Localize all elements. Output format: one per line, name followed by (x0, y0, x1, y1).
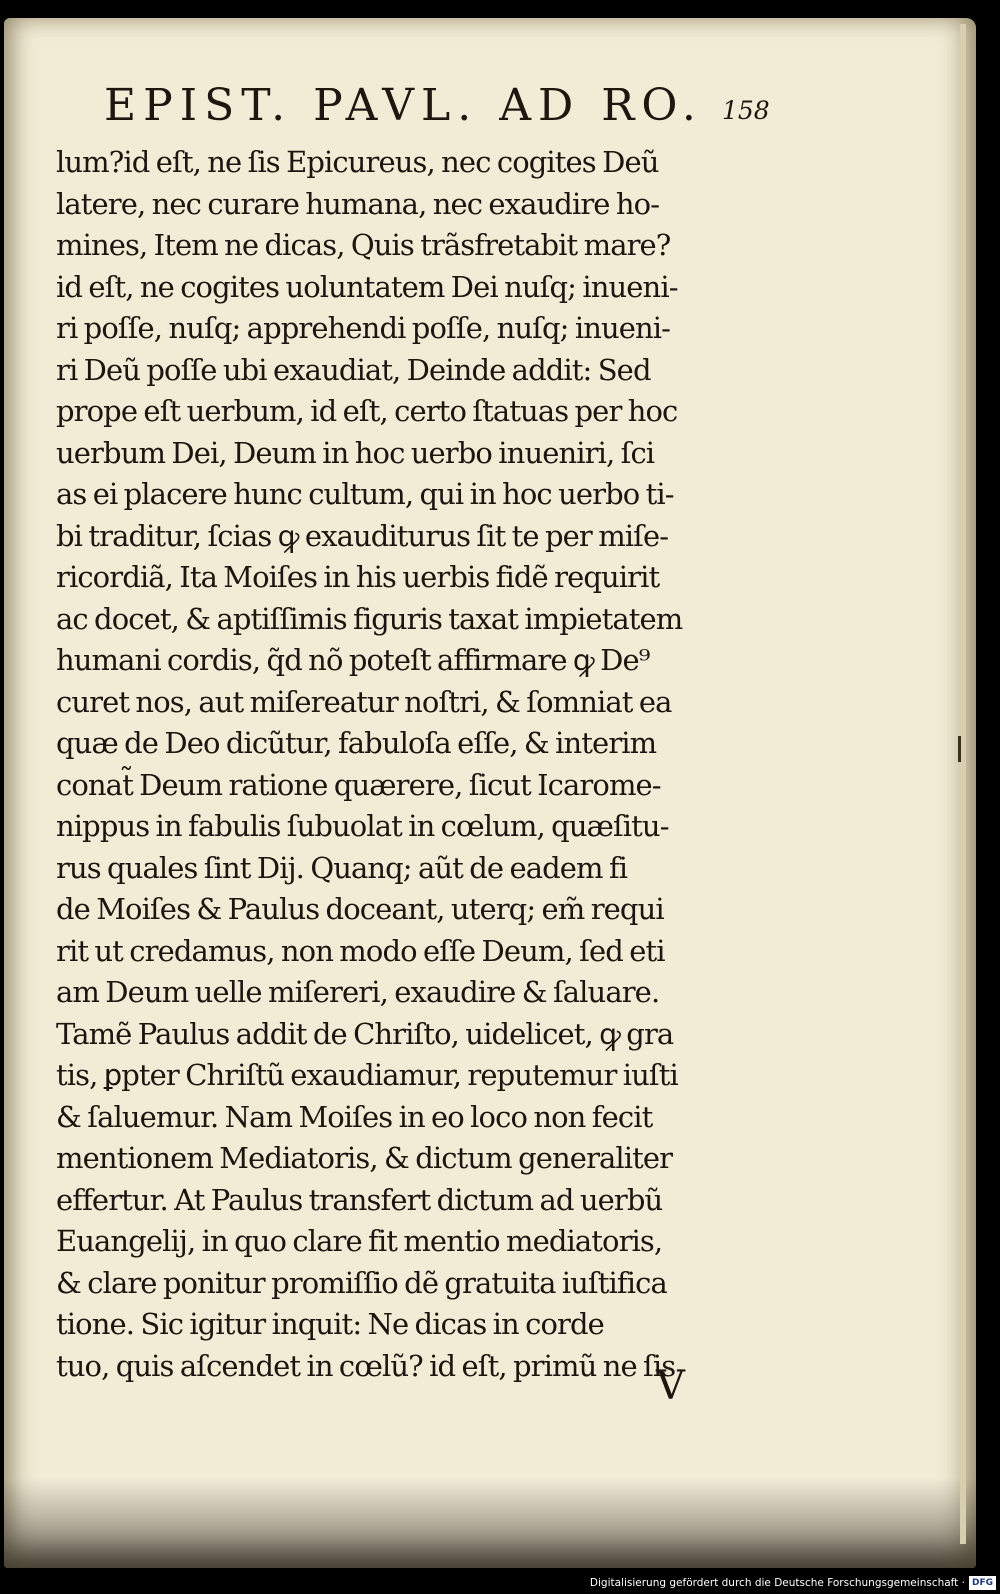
text-line: rus quales ſint Dij. Quanq; aũt de eadem fi (56, 850, 628, 885)
text-line: & ſaluemur. Nam Moiſes in eo loco non fecit (56, 1099, 653, 1134)
text-line: & clare ponitur promiſſio dẽ gratuita iuſtifica (56, 1265, 667, 1300)
text-line: conat̃ Deum ratione quærere, ſicut Icarome- (56, 767, 661, 802)
text-line: curet nos, aut miſereatur noſtri, & ſomniat ea (56, 684, 672, 719)
text-line: bi traditur, ſcias ꝙ exauditurus ſit te per miſe- (56, 518, 669, 553)
text-line: lum?id eſt, ne ſis Epicureus, nec cogites Deũ (56, 145, 659, 179)
text-line: am Deum uelle miſereri, exaudire & ſaluare. (56, 975, 660, 1009)
text-line: quæ de Deo dicũtur, fabuloſa eſſe, & interim (56, 726, 657, 760)
text-line: uerbum Dei, Deum in hoc uerbo inueniri, ſci (56, 435, 655, 470)
text-line: mines, Item ne dicas, Quis trãsfretabit mare? (56, 228, 671, 262)
text-line: Euangelij, in quo clare fit mentio mediatoris, (56, 1224, 663, 1258)
text-line: prope eſt uerbum, id eſt, certo ſtatuas per hoc (56, 394, 678, 428)
page-edge (960, 24, 966, 1544)
signature-mark: V (656, 1363, 685, 1409)
text-line: ricordiã, Ita Moiſes in his uerbis fidẽ requirit (56, 560, 660, 594)
text-line: ri Deũ poſſe ubi exaudiat, Deinde addit: Sed (56, 352, 651, 387)
text-line: tis, ꝑpter Chriſtũ exaudiamur, reputemur iuſti (56, 1058, 678, 1092)
page-number: 158 (722, 96, 770, 125)
text-line: id eſt, ne cogites uoluntatem Dei nuſq; inueni- (56, 269, 678, 304)
body-text (56, 142, 796, 1387)
text-line: de Moiſes & Paulus doceant, uterq; em̃ requi (56, 892, 664, 926)
text-line: Tamẽ Paulus addit de Chriſto, uidelicet, ꝙ gra (56, 1016, 674, 1051)
margin-mark (958, 736, 961, 762)
text-line: rit ut credamus, non modo eſſe Deum, ſed eti (56, 933, 665, 968)
text-line: tione. Sic igitur inquit: Ne dicas in corde (56, 1307, 604, 1341)
text-line: humani cordis, q̃d nõ poteſt affirmare ꝙ De⁹ (56, 643, 650, 677)
text-line: tuo, quis aſcendet in cœlũ? id eſt, primũ ne ſis (56, 1348, 676, 1383)
text-line: nippus in fabulis ſubuolat in cœlum, quæſitu- (56, 809, 669, 843)
text-line: ac docet, & aptiſſimis figuris taxat impietatem (56, 601, 683, 636)
funding-credit: Digitalisierung gefördert durch die Deutsche Forschungsgemeinschaft · (589, 1577, 965, 1589)
running-head: EPIST. PAVL. AD RO. (104, 80, 703, 131)
text-line: as ei placere hunc cultum, qui in hoc uerbo ti- (56, 477, 674, 511)
dfg-logo: DFG (969, 1576, 996, 1590)
book-page (4, 18, 976, 1568)
digitization-footer (590, 1575, 996, 1591)
text-line: mentionem Mediatoris, & dictum generaliter (56, 1141, 673, 1175)
text-line: latere, nec curare humana, nec exaudire ho- (56, 186, 660, 221)
text-line: effertur. At Paulus transfert dictum ad uerbũ (56, 1182, 663, 1217)
text-line: ri poſſe, nuſq; apprehendi poſſe, nuſq; inueni- (56, 311, 671, 345)
